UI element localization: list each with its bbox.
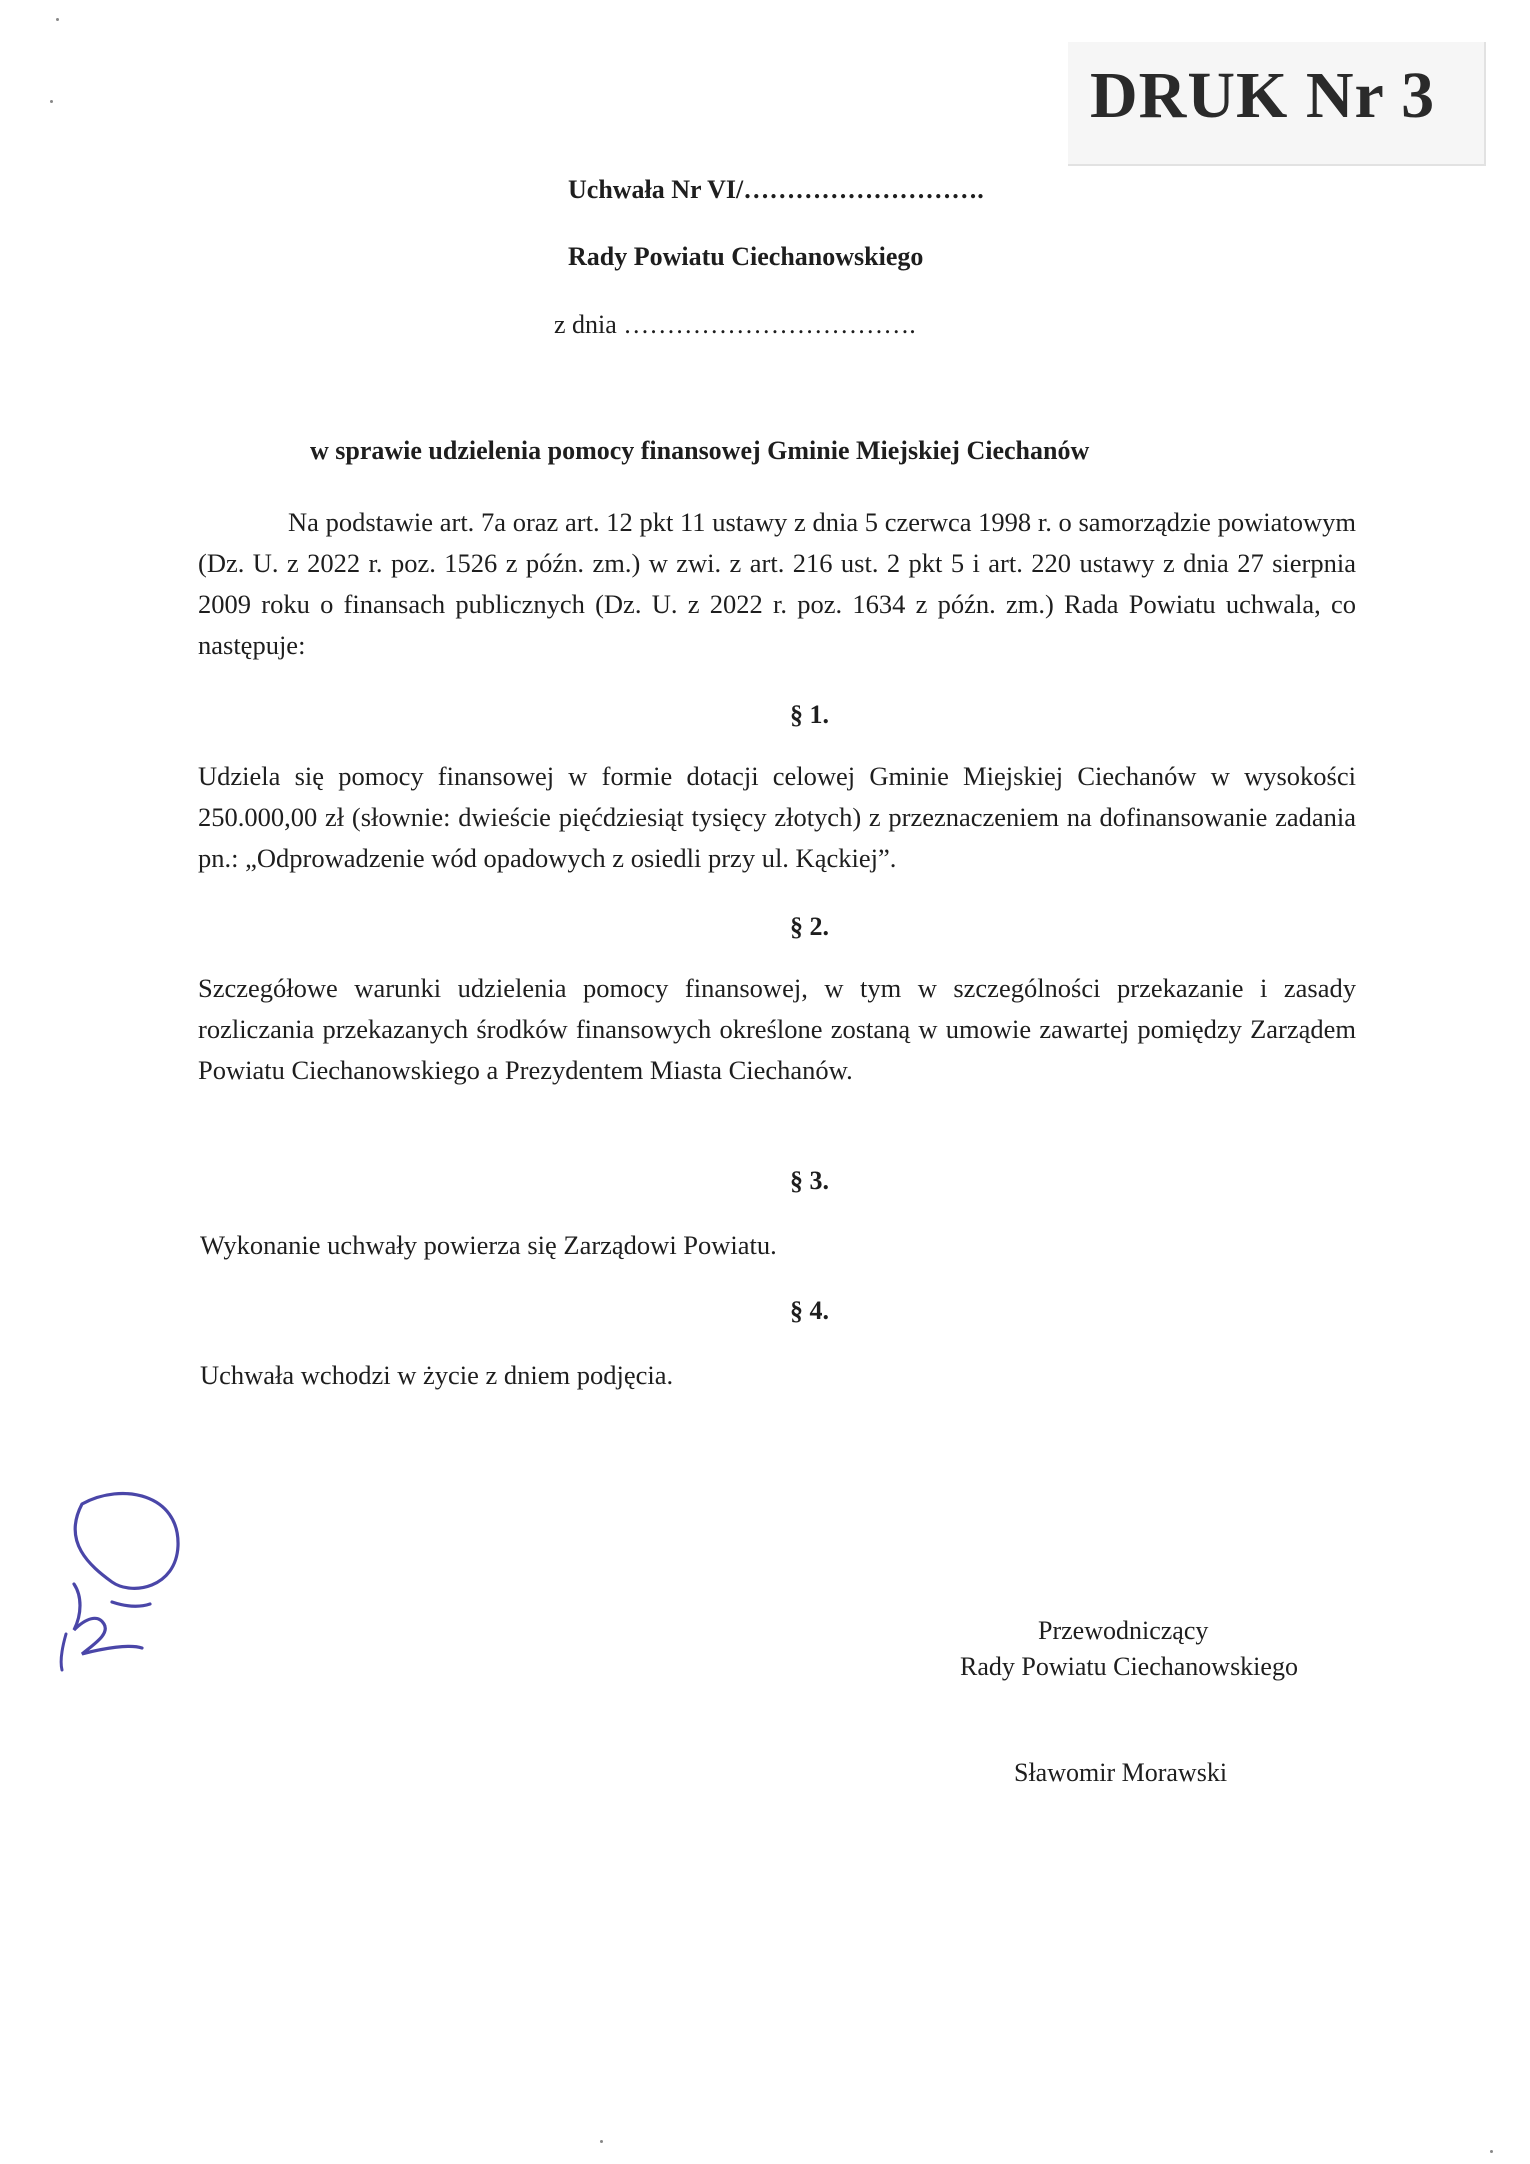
- section-4-mark: § 4.: [790, 1296, 829, 1325]
- resolution-subject: w sprawie udzielenia pomocy finansowej Gminie Miejskiej Ciechanów: [310, 436, 1090, 465]
- section-4-text: Uchwała wchodzi w życie z dniem podjęcia.: [200, 1360, 674, 1390]
- druk-stamp-label: DRUK Nr 3: [1090, 59, 1436, 132]
- resolution-date-line: z dnia …………………………….: [554, 310, 916, 339]
- resolution-number: Uchwała Nr VI/……………………….: [568, 175, 984, 204]
- signatory-title: Przewodniczący: [1038, 1616, 1209, 1645]
- scan-speck: [56, 18, 59, 21]
- council-name: Rady Powiatu Ciechanowskiego: [568, 242, 924, 271]
- signatory-name: Sławomir Morawski: [1014, 1758, 1228, 1787]
- legal-basis-text: Na podstawie art. 7a oraz art. 12 pkt 11 ustawy z dnia 5 czerwca 1998 r. o samorządzie powiatowym (Dz. U. z 2022 r. poz. 1526 z późn. zm.) w zwi. z art. 216 ust. 2 pkt 5 i art. 220 ustawy z dnia 27 sierpnia 2009 roku o finansach publicznych (Dz. U. z 2022 r. poz. 1634 z późn. zm.) Rada Powiatu uchwala, co następuje:: [198, 507, 1356, 660]
- section-2-text: Szczegółowe warunki udzielenia pomocy finansowej, w tym w szczególności przekazanie i zasady rozliczania przekazanych środków finansowych określone zostaną w umowie zawartej pomiędzy Zarządem Powiatu Ciechanowskiego a Prezydentem Miasta Ciechanów.: [198, 973, 1356, 1085]
- section-1-mark: § 1.: [790, 700, 829, 729]
- signatory-council: Rady Powiatu Ciechanowskiego: [960, 1652, 1298, 1681]
- scan-speck: [600, 2140, 603, 2143]
- scan-speck: [1490, 2150, 1493, 2153]
- section-1-text: Udziela się pomocy finansowej w formie dotacji celowej Gminie Miejskiej Ciechanów w wysokości 250.000,00 zł (słownie: dwieście pięćdziesiąt tysięcy złotych) z przeznaczeniem na dofinansowanie zadania pn.: „Odprowadzenie wód opadowych z osiedli przy ul. Kąckiej”.: [198, 761, 1356, 873]
- legal-basis-paragraph: [198, 502, 1356, 666]
- section-3-text: Wykonanie uchwały powierza się Zarządowi Powiatu.: [200, 1230, 777, 1260]
- scan-speck: [50, 100, 53, 103]
- handwritten-initials-signature: [52, 1484, 202, 1674]
- section-2-mark: § 2.: [790, 912, 829, 941]
- section-3-mark: § 3.: [790, 1166, 829, 1195]
